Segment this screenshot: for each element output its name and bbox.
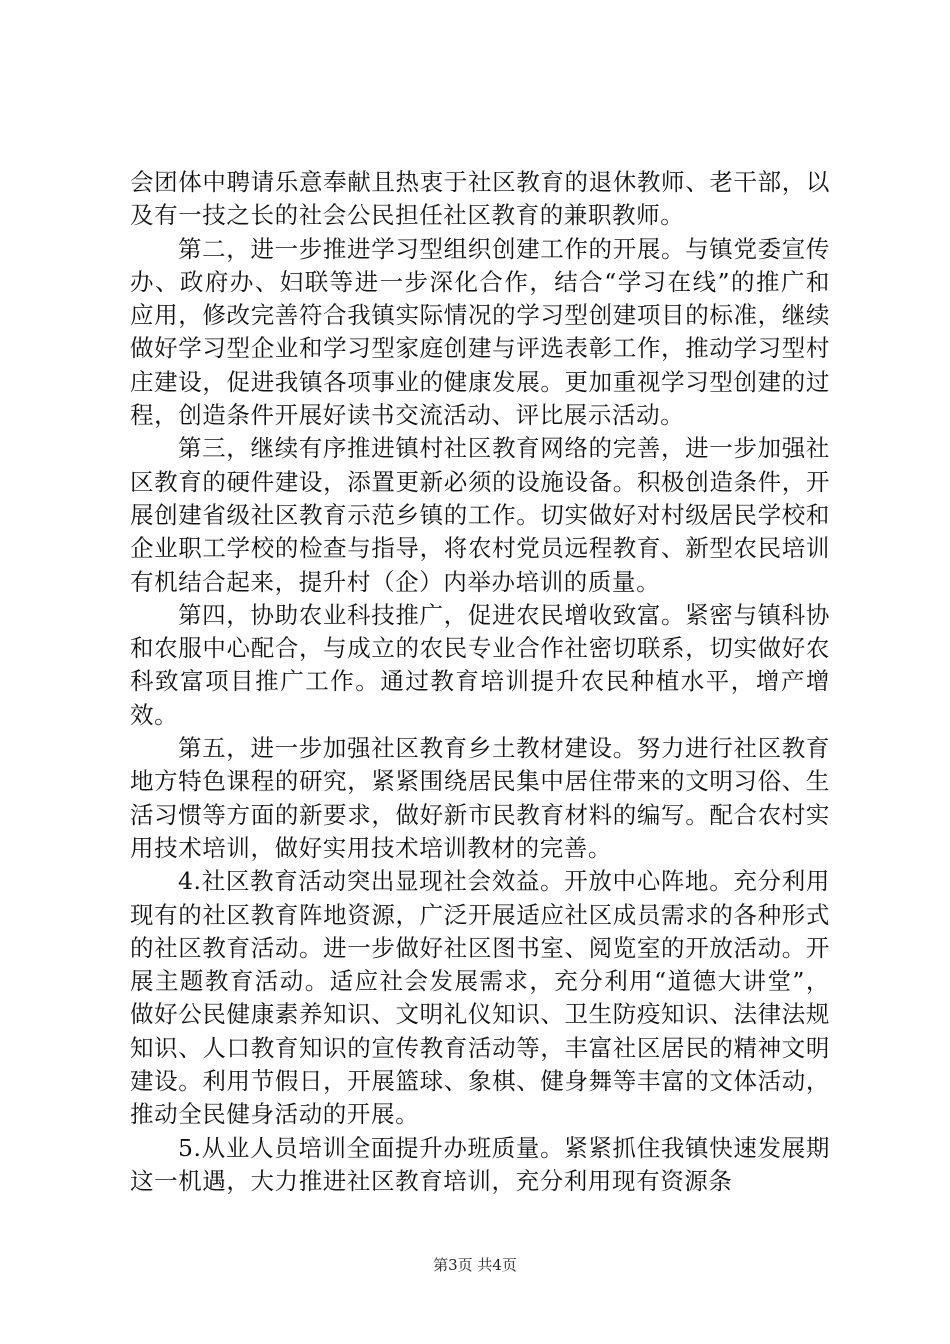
- paragraph-section-5: 5.从业人员培训全面提升办班质量。紧紧抓住我镇快速发展期这一机遇，大力推进社区教育培训，充分利用现有资源条: [130, 1133, 830, 1195]
- paragraph-section-4: 4.社区教育活动突出显现社会效益。开放中心阵地。充分利用现有的社区教育阵地资源，广泛开展适应社区成员需求的各种形式的社区教育活动。进一步做好社区图书室、阅览室的开放活动。开展主题教育活动。适应社会发展需求，充分利用“道德大讲堂”，做好公民健康素养知识、文明礼仪知识、卫生防疫知识、法律法规知识、人口教育知识的宣传教育活动等，丰富社区居民的精神文明建设。利用节假日，开展篮球、象棋、健身舞等丰富的文体活动，推动全民健身活动的开展。: [130, 867, 830, 1129]
- paragraph-item-fifth: 第五，进一步加强社区教育乡土教材建设。努力进行社区教育地方特色课程的研究，紧紧围绕居民集中居住带来的文明习俗、生活习惯等方面的新要求，做好新市民教育材料的编写。配合农村实用技术培训，做好实用技术培训教材的完善。: [130, 734, 830, 862]
- paragraph-item-second: 第二，进一步推进学习型组织创建工作的开展。与镇党委宣传办、政府办、妇联等进一步深化合作，结合“学习在线”的推广和应用，修改完善符合我镇实际情况的学习型创建项目的标准，继续做好学习型企业和学习型家庭创建与评选表彰工作，推动学习型村庄建设，促进我镇各项事业的健康发展。更加重视学习型创建的过程，创造条件开展好读书交流活动、评比展示活动。: [130, 234, 830, 430]
- page-number-footer: 第3页 共4页: [433, 1256, 517, 1274]
- paragraph-item-fourth: 第四，协助农业科技推广，促进农民增收致富。紧密与镇科协和农服中心配合，与成立的农民专业合作社密切联系，切实做好农科致富项目推广工作。通过教育培训提升农民种植水平，增产增效。: [130, 600, 830, 729]
- paragraph-continuation: 会团体中聘请乐意奉献且热衷于社区教育的退休教师、老干部，以及有一技之长的社会公民担任社区教育的兼职教师。: [130, 168, 830, 230]
- paragraph-item-third: 第三，继续有序推进镇村社区教育网络的完善，进一步加强社区教育的硬件建设，添置更新必须的设施设备。积极创造条件，开展创建省级社区教育示范乡镇的工作。切实做好对村级居民学校和企业职工学校的检查与指导，将农村党员远程教育、新型农民培训有机结合起来，提升村（企）内举办培训的质量。: [130, 434, 830, 596]
- document-body: [130, 166, 830, 1198]
